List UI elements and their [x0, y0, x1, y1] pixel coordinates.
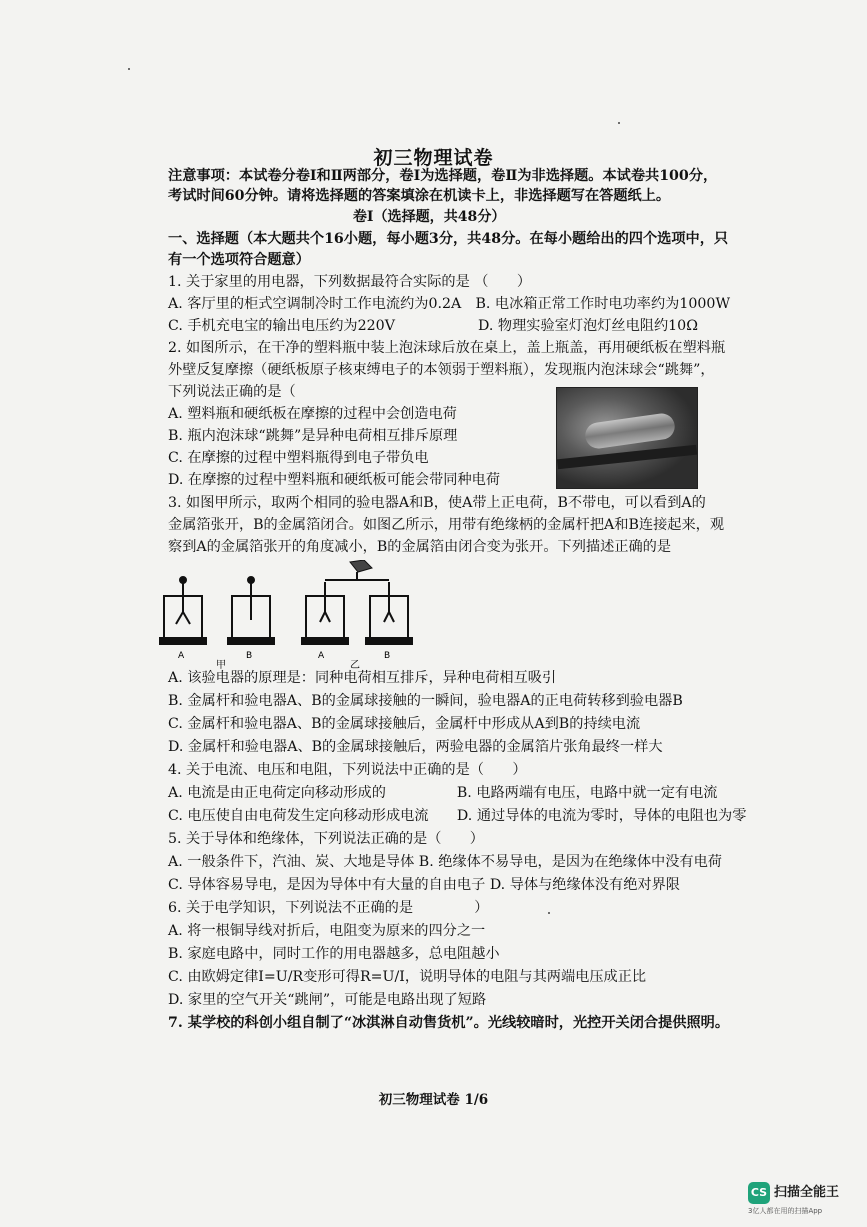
label-b-yi: B [384, 651, 391, 661]
q5-stem: 5. 关于导体和绝缘体，下列说法正确的是（ ） [168, 831, 484, 847]
foam-bottle-photo [556, 387, 698, 489]
q2-option-a: A. 塑料瓶和硬纸板在摩擦的过程中会创造电荷 [168, 406, 457, 422]
plastic-bottle-image [584, 412, 677, 450]
exam-title: 初三物理试卷 [373, 147, 494, 169]
q5-options-ab: A. 一般条件下，汽油、炭、大地是导体 B. 绝缘体不易导电，是因为在绝缘体中没有电荷 [168, 854, 722, 870]
q7-stem: 7. 某学校的科创小组自制了“冰淇淋自动售货机”。光线较暗时，光控开关闭合提供照明。 [168, 1015, 730, 1031]
section-intro-2: 有一个选项符合题意） [168, 252, 310, 268]
q2-stem-3: 下列说法正确的是（ [168, 384, 296, 400]
q6-option-c: C. 由欧姆定律I=U/R变形可得R=U/I，说明导体的电阻与其两端电压成正比 [168, 969, 647, 985]
part-title: 卷Ⅰ（选择题，共48分） [352, 209, 506, 225]
q2-option-d: D. 在摩擦的过程中塑料瓶和硬纸板可能会带同种电荷 [168, 472, 501, 488]
scanner-watermark [748, 1178, 856, 1222]
label-yi: 乙 [350, 660, 360, 670]
q1-option-d: D. 物理实验室灯泡灯丝电阻约10Ω [478, 318, 698, 334]
q3-stem-1: 3. 如图甲所示，取两个相同的验电器A和B，使A带上正电荷，B不带电，可以看到A的 [168, 495, 706, 511]
q4-options-ab: A. 电流是由正电荷定向移动形成的 B. 电路两端有电压，电路中就一定有电流 [168, 785, 718, 801]
electroscope-b-jia [228, 577, 274, 644]
q4-options-cd: C. 电压使自由电荷发生定向移动形成电流 D. 通过导体的电流为零时，导体的电阻也为零 [168, 808, 747, 824]
label-a-jia: A [178, 651, 185, 661]
notice-line-2: 考试时间60分钟。请将选择题的答案填涂在机读卡上，非选择题写在答题纸上。 [168, 188, 671, 204]
q6-option-d: D. 家里的空气开关“跳闸”，可能是电路出现了短路 [168, 992, 487, 1008]
q3-stem-3: 察到A的金属箔张开的角度减小，B的金属箔由闭合变为张开。下列描述正确的是 [168, 539, 672, 555]
label-jia: 甲 [216, 660, 226, 670]
electroscope-a-jia [160, 577, 206, 644]
notice-line-1: 注意事项：本试卷分卷Ⅰ和Ⅱ两部分，卷Ⅰ为选择题，卷Ⅱ为非选择题。本试卷共100分， [168, 168, 718, 184]
q6-option-b: B. 家庭电路中，同时工作的用电器越多，总电阻越小 [168, 946, 500, 962]
scan-speck [128, 68, 130, 70]
scan-speck [548, 912, 550, 914]
q4-stem: 4. 关于电流、电压和电阻，下列说法中正确的是（ ） [168, 762, 527, 778]
q3-option-a: A. 该验电器的原理是：同种电荷相互排斥，异种电荷相互吸引 [168, 670, 557, 686]
q3-stem-2: 金属箔张开，B的金属箔闭合。如图乙所示，用带有绝缘柄的金属杆把A和B连接起来，观 [168, 517, 725, 533]
label-a-yi: A [318, 651, 325, 661]
q2-stem-2: 外壁反复摩擦（硬纸板原子核束缚电子的本领弱于塑料瓶），发现瓶内泡沫球会“跳舞”， [168, 362, 715, 378]
q2-option-b: B. 瓶内泡沫球“跳舞”是异种电荷相互排斥原理 [168, 428, 458, 444]
label-b-jia: B [246, 651, 253, 661]
q2-option-c: C. 在摩擦的过程中塑料瓶得到电子带负电 [168, 450, 429, 466]
q1-stem: 1. 关于家里的用电器，下列数据最符合实际的是 （ ） [168, 274, 532, 290]
camscanner-logo-icon: CS [748, 1182, 770, 1204]
scanner-app-name: 扫描全能王 [774, 1185, 840, 1200]
cardboard-image [557, 445, 697, 470]
scanner-tagline: 3亿人都在用的扫描App [748, 1207, 823, 1215]
section-intro-1: 一、选择题（本大题共个16小题，每小题3分，共48分。在每小题给出的四个选项中，只 [168, 231, 729, 247]
q6-stem: 6. 关于电学知识，下列说法不正确的是 ） [168, 900, 489, 916]
q1-option-c: C. 手机充电宝的输出电压约为220V [168, 318, 395, 334]
q5-options-cd: C. 导体容易导电，是因为导体中有大量的自由电子 D. 导体与绝缘体没有绝对界限 [168, 877, 680, 893]
page-footer: 初三物理试卷 1/6 [378, 1092, 489, 1108]
q1-options-ab: A. 客厅里的柜式空调制冷时工作电流约为0.2A B. 电冰箱正常工作时电功率约为1000W [168, 296, 731, 312]
q3-option-b: B. 金属杆和验电器A、B的金属球接触的一瞬间，验电器A的正电荷转移到验电器B [168, 693, 683, 709]
electroscope-diagram [158, 560, 418, 670]
electroscope-pair-yi [302, 560, 412, 644]
q3-option-d: D. 金属杆和验电器A、B的金属球接触后，两验电器的金属箔片张角最终一样大 [168, 739, 663, 755]
q3-option-c: C. 金属杆和验电器A、B的金属球接触后，金属杆中形成从A到B的持续电流 [168, 716, 641, 732]
q2-stem-1: 2. 如图所示，在干净的塑料瓶中装上泡沫球后放在桌上，盖上瓶盖，再用硬纸板在塑料瓶 [168, 340, 726, 356]
q6-option-a: A. 将一根铜导线对折后，电阻变为原来的四分之一 [168, 923, 486, 939]
scan-speck [618, 122, 620, 124]
